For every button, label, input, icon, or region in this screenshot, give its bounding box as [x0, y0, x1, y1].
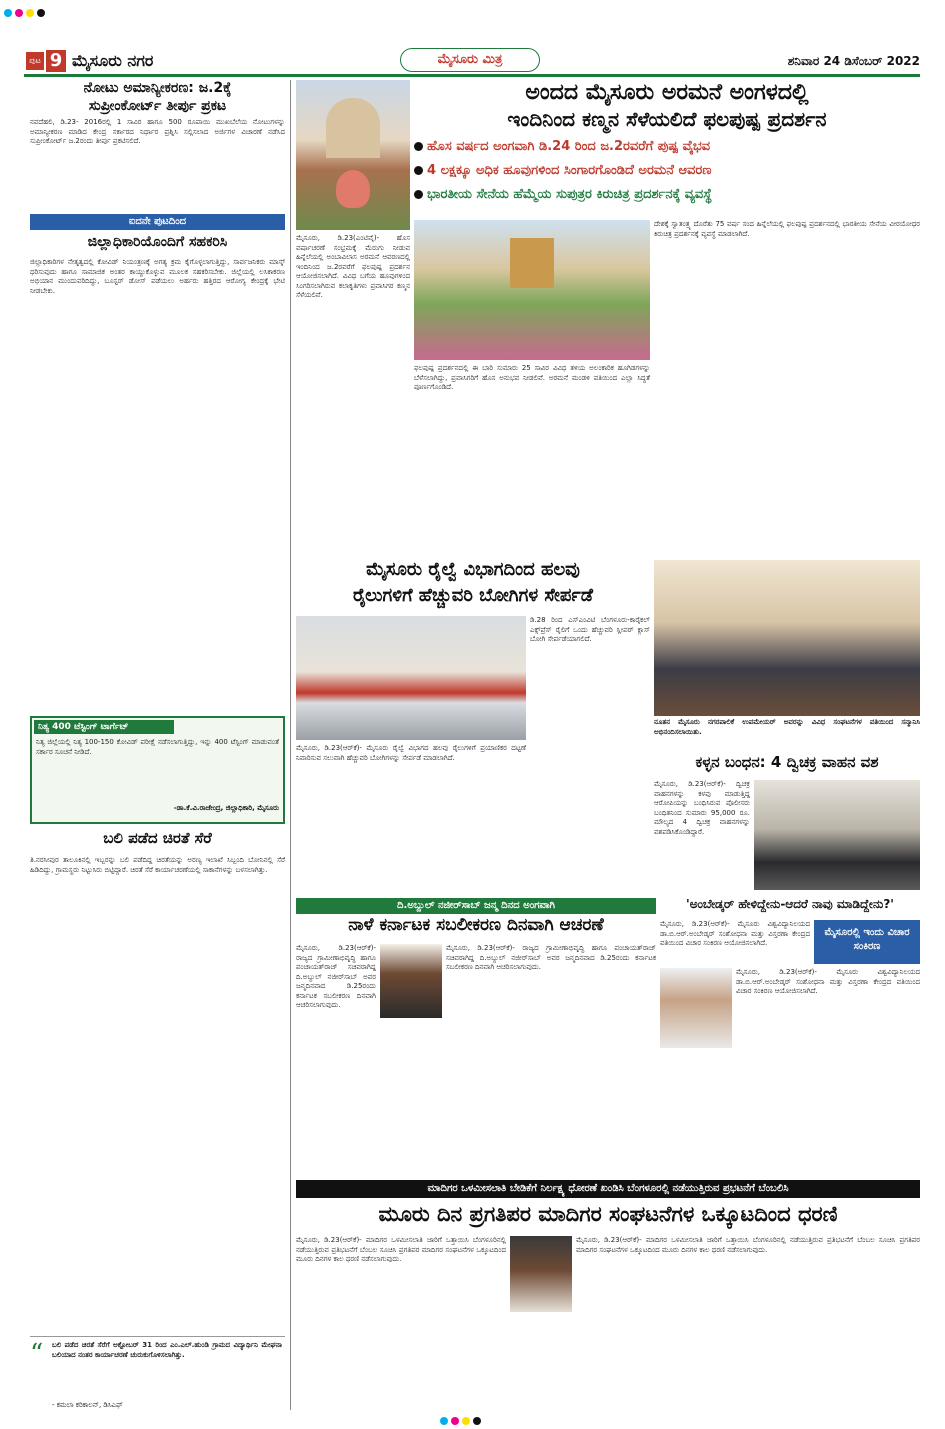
issue-date: ಶನಿವಾರ 24 ಡಿಸೆಂಬರ್ 2022: [787, 54, 920, 68]
testing-box-title: ನಿತ್ಯ 400 ಟೆಸ್ಟಿಂಗ್ ಟಾರ್ಗೆಟ್: [34, 720, 174, 734]
paper-name-logo: ಮೈಸೂರು ಮಿತ್ರ: [400, 48, 540, 72]
lead-text-c: ದೇಶಕ್ಕೆ ಸ್ವಾತಂತ್ರ್ಯ ದೊರೆತು 75 ವರ್ಷ ಸಂದ ಹಿನ್ನೆಲೆಯಲ್ಲಿ ಫಲಪುಷ್ಪ ಪ್ರದರ್ಶನದಲ್ಲಿ ಭಾರತೀಯ ಸೇನೆಯ ವೀರಯೋಧರ ಕಿರುಚಿತ್ರ ಪ್ರದರ್ಶನಕ್ಕೆ ವ್ಯವಸ್ಥೆ ಮಾಡಲಾಗಿದೆ.: [654, 220, 920, 238]
ambedkar-text-b: ಮೈಸೂರು, ಡಿ.23(ಆರ್‌ಕೆ)- ಮೈಸೂರು ವಿಶ್ವವಿದ್ಯಾನಿಲಯದ ಡಾ.ಬಿ.ಆರ್.ಅಂಬೇಡ್ಕರ್ ಸಂಶೋಧನಾ ಮತ್ತು ವಿಸ್ತರಣಾ ಕೇಂದ್ರದ ವತಿಯಿಂದ ವಿಚಾರ ಸಂಕಿರಣ ಆಯೋಜಿಸಲಾಗಿದೆ.: [736, 968, 920, 995]
section-title: ಮೈಸೂರು ನಗರ: [72, 51, 154, 70]
theft-text-a: ಮೈಸೂರು, ಡಿ.23(ಆರ್‌ಕೆ)- ದ್ವಿಚಕ್ರ ವಾಹನಗಳನ್ನು ಕಳವು ಮಾಡುತ್ತಿದ್ದ ಆರೋಪಿಯನ್ನು ಬಂಧಿಸಿರುವ ಪೊಲೀಸರು ಬಂಧಿತನಿಂದ ಸುಮಾರು 95,000 ರೂ. ಮೌಲ್ಯದ 4 ದ್ವಿಚಕ್ರ ವಾಹನಗಳನ್ನು ವಶಪಡಿಸಿಕೊಂಡಿದ್ದಾರೆ.: [654, 780, 750, 836]
page-label: ಪುಟ: [26, 52, 44, 70]
madiga-text-a: ಮೈಸೂರು, ಡಿ.23(ಆರ್‌ಕೆ)- ಮಾದಿಗರ ಒಳಮೀಸಲಾತಿ ಜಾರಿಗೆ ಒತ್ತಾಯಿಸಿ ಬೆಂಗಳೂರಿನಲ್ಲಿ ನಡೆಯುತ್ತಿರುವ ಪ್ರತಿಭಟನೆಗೆ ಬೆಂಬಲ ಸೂಚಿಸಿ ಪ್ರಗತಿಪರ ಮಾದಿಗರ ಸಂಘಟನೆಗಳ ಒಕ್ಕೂಟದಿಂದ ಮೂರು ದಿನಗಳ ಕಾಲ ಧರಣಿ ನಡೆಸಲಾಗುವುದು.: [296, 1236, 506, 1263]
lead-text-b: ಫಲಪುಷ್ಪ ಪ್ರದರ್ಶನದಲ್ಲಿ ಈ ಬಾರಿ ಸುಮಾರು 25 ಸಾವಿರ ವಿವಿಧ ತಳಿಯ ಅಲಂಕಾರಿಕ ಹೂಗಿಡಗಳನ್ನು ಬೆಳೆಸಲಾಗಿದ್ದು, ಪ್ರವಾಸಿಗರಿಗೆ ಹೊಸ ಅನುಭವ ನೀಡಲಿವೆ. ಅರಮನೆ ಮಂಡಳಿ ವತಿಯಿಂದ ಎಲ್ಲಾ ಸಿದ್ಧತೆ ಪೂರ್ಣಗೊಂಡಿದೆ.: [414, 364, 650, 391]
railway-headline-1: ಮೈಸೂರು ರೈಲ್ವೆ ವಿಭಾಗದಿಂದ ಹಲವು: [366, 560, 580, 580]
empowerment-headline: ನಾಳೆ ಕರ್ನಾಟಕ ಸಬಲೀಕರಣ ದಿನವಾಗಿ ಆಚರಣೆ: [348, 916, 604, 935]
railway-headline-2: ರೈಲುಗಳಿಗೆ ಹೆಚ್ಚುವರಿ ಬೋಗಿಗಳ ಸೇರ್ಪಡೆ: [353, 586, 593, 606]
testing-box-signature: -ಡಾ.ಕೆ.ವಿ.ರಾಜೇಂದ್ರ, ಜಿಲ್ಲಾಧಿಕಾರಿ, ಮೈಸೂರು: [173, 804, 279, 812]
lead-text-a: ಮೈಸೂರು, ಡಿ.23(ಎಂಟಿವೈ)- ಹೊಸ ವರ್ಷಾಚರಣೆ ಸಂಭ್ರಮಕ್ಕೆ ಮೆರುಗು ನೀಡುವ ಹಿನ್ನೆಲೆಯಲ್ಲಿ ಅಂಬಾವಿಲಾಸ ಅರಮನೆ ಆವರಣದಲ್ಲಿ ಇಂದಿನಿಂದ ಜ.2ರವರೆಗೆ ಫಲಪುಷ್ಪ ಪ್ರದರ್ಶನ ಆಯೋಜಿಸಲಾಗಿದೆ. ವಿವಿಧ ಬಗೆಯ ಹೂವುಗಳಿಂದ ಸಿಂಗರಿಸಲಾಗಿರುವ ಕಲಾಕೃತಿಗಳು ಪ್ರವಾಸಿಗರ ಕಣ್ಮನ ಸೆಳೆಯಲಿವೆ.: [296, 234, 410, 299]
quote-author: - ಕಮಲಾ ಕರಿಕಾಲನ್, ಡಿಸಿಎಫ್: [52, 1401, 123, 1409]
train-coach-photo: [296, 616, 526, 740]
lead-headline-1: ಅಂದದ ಮೈಸೂರು ಅರಮನೆ ಅಂಗಳದಲ್ಲಿ: [525, 80, 809, 105]
felicitation-caption: ನೂತನ ಮೈಸೂರು ನಗರಪಾಲಿಕೆ ಉಪಮೇಯರ್ ಅವರನ್ನು ವಿವಿಧ ಸಂಘಟನೆಗಳ ವತಿಯಿಂದ ಸನ್ಮಾನಿಸಿ ಅಭಿನಂದಿಸಲಾಯಿತು.: [654, 718, 920, 736]
demonetisation-headline-2: ಸುಪ್ರೀಂಕೋರ್ಟ್ ತೀರ್ಪು ಪ್ರಕಟ: [88, 98, 227, 114]
demonetisation-text: ನವದೆಹಲಿ, ಡಿ.23- 2016ರಲ್ಲಿ 1 ಸಾವಿರ ಹಾಗೂ 500 ರೂಪಾಯಿ ಮುಖಬೆಲೆಯ ನೋಟುಗಳನ್ನು ಅಮಾನ್ಯೀಕರಣ ಮಾಡಿದ ಕೇಂದ್ರ ಸರ್ಕಾರದ ನಿರ್ಧಾರ ಪ್ರಶ್ನಿಸಿ ಸಲ್ಲಿಸಲಾದ ಅರ್ಜಿಗಳ ವಿಚಾರಣೆ ನಡೆಸಿದ ಸುಪ್ರೀಂಕೋರ್ಟ್ ಜ.2ರಂದು ತೀರ್ಪು ಪ್ರಕಟಿಸಲಿದೆ.: [30, 118, 285, 145]
madiga-tag: ಮಾದಿಗರ ಒಳಮೀಸಲಾತಿ ಬೇಡಿಕೆಗೆ ನಿರ್ಲಕ್ಷ್ಯ ಧೋರಣೆ ಖಂಡಿಸಿ ಬೆಂಗಳೂರಲ್ಲಿ ನಡೆಯುತ್ತಿರುವ ಪ್ರಭಟನೆಗೆ ಬೆಂಬಲಿಸಿ: [296, 1180, 920, 1198]
palace-dome-shape: [326, 98, 380, 158]
palace-flower-photo: [296, 80, 410, 230]
temple-tower-shape: [510, 238, 554, 288]
lead-bullet-3: ಭಾರತೀಯ ಸೇನೆಯ ಹೆಮ್ಮೆಯ ಸುಪುತ್ರರ ಕಿರುಚಿತ್ರ ಪ್ರದರ್ಶನಕ್ಕೆ ವ್ಯವಸ್ಥೆ: [414, 188, 920, 210]
leopard-headline: ಬಲಿ ಪಡೆದ ಚಿರತೆ ಸೆರೆ: [103, 830, 212, 847]
lead-bullets: [414, 140, 920, 216]
leopard-text: ತಿ.ನರಸೀಪುರ ತಾಲೂಕಿನಲ್ಲಿ ಇಬ್ಬರನ್ನು ಬಲಿ ಪಡೆದಿದ್ದ ಚಿರತೆಯನ್ನು ಅರಣ್ಯ ಇಲಾಖೆ ಸಿಬ್ಬಂದಿ ಬೋನಿನಲ್ಲಿ ಸೆರೆ ಹಿಡಿದಿದ್ದು, ಗ್ರಾಮಸ್ಥರು ನಿಟ್ಟುಸಿರು ಬಿಟ್ಟಿದ್ದಾರೆ. ಚಿರತೆ ಸೆರೆ ಕಾರ್ಯಾಚರಣೆಯಲ್ಲಿ ಸಾಕಾನೆಗಳನ್ನು ಬಳಸಲಾಗಿತ್ತು.: [30, 856, 285, 874]
madiga-speaker-photo: [510, 1236, 572, 1312]
theft-headline: ಕಳ್ಳನ ಬಂಧನ: 4 ದ್ವಿಚಕ್ರ ವಾಹನ ವಶ: [695, 754, 879, 771]
flower-arrangement-shape: [336, 170, 370, 208]
motorcycles-photo: [754, 780, 920, 890]
column-divider: [290, 80, 291, 1410]
page-number: 9: [46, 50, 66, 72]
fifth-page-text: ಜಿಲ್ಲಾಧಿಕಾರಿಗಳ ನೇತೃತ್ವದಲ್ಲಿ ಕೋವಿಡ್ ನಿಯಂತ್ರಣಕ್ಕೆ ಅಗತ್ಯ ಕ್ರಮ ಕೈಗೊಳ್ಳಲಾಗುತ್ತಿದ್ದು, ಸಾರ್ವಜನಿಕರು ಮಾಸ್ಕ್ ಧರಿಸುವುದು ಹಾಗೂ ಸಾಮಾಜಿಕ ಅಂತರ ಕಾಯ್ದುಕೊಳ್ಳುವ ಮೂಲಕ ಸಹಕರಿಸಬೇಕು. ಜಿಲ್ಲೆಯಲ್ಲಿ ಲಸಿಕಾಕರಣ ಅಭಿಯಾನ ಮುಂದುವರಿದಿದ್ದು, ಬೂಸ್ಟರ್ ಡೋಸ್ ಪಡೆಯಲು ಅರ್ಹರು ಹತ್ತಿರದ ಆರೋಗ್ಯ ಕೇಂದ್ರಕ್ಕೆ ಭೇಟಿ ನೀಡಬೇಕು.: [30, 258, 285, 295]
empowerment-tag: ದಿ.ಅಬ್ದುಲ್ ನಜೀರ್‌ಸಾಬ್ ಜನ್ಮ ದಿನದ ಅಂಗವಾಗಿ: [296, 898, 656, 914]
ambedkar-speaker-photo: [660, 968, 732, 1048]
quote-box: [30, 1336, 285, 1416]
speaker-photo: [380, 944, 442, 1018]
demonetisation-headline-1: ನೋಟು ಅಮಾನ್ಯೀಕರಣ: ಜ.2ಕ್ಕೆ: [83, 80, 232, 96]
fifth-page-headline: ಜಿಲ್ಲಾಧಿಕಾರಿಯೊಂದಿಗೆ ಸಹಕರಿಸಿ: [87, 234, 228, 250]
testing-box-text: ನಿತ್ಯ ಜಿಲ್ಲೆಯಲ್ಲಿ ನಿತ್ಯ 100-150 ಕೋವಿಡ್ ಪರೀಕ್ಷೆ ನಡೆಸಲಾಗುತ್ತಿದ್ದು, ಇನ್ನು 400 ಟೆಸ್ಟಿಂಗ್ ಮಾಡುವಂತೆ ಸರ್ಕಾರ ಸೂಚನೆ ನೀಡಿದೆ.: [36, 738, 279, 756]
print-registration-dots-bottom: [440, 1410, 484, 1429]
felicitation-photo: [654, 560, 920, 716]
ambedkar-headline: 'ಅಂಬೇಡ್ಕರ್ ಹೇಳಿದ್ದೇನು-ಆದರೆ ನಾವು ಮಾಡಿದ್ದೇನು?': [686, 898, 894, 911]
madiga-headline: ಮೂರು ದಿನ ಪ್ರಗತಿಪರ ಮಾದಿಗರ ಸಂಘಟನೆಗಳ ಒಕ್ಕೂಟದಿಂದ ಧರಣಿ: [378, 1202, 838, 1226]
empowerment-text-a: ಮೈಸೂರು, ಡಿ.23(ಆರ್‌ಕೆ)- ರಾಜ್ಯದ ಗ್ರಾಮೀಣಾಭಿವೃದ್ಧಿ ಹಾಗೂ ಪಂಚಾಯತ್‌ರಾಜ್ ಸಚಿವರಾಗಿದ್ದ ದಿ.ಅಬ್ದುಲ್ ನಜೀರ್‌ಸಾಬ್ ಅವರ ಜನ್ಮದಿನವಾದ ಡಿ.25ರಂದು ಕರ್ನಾಟಕ ಸಬಲೀಕರಣ ದಿನವಾಗಿ ಆಚರಿಸಲಾಗುವುದು.: [296, 944, 376, 1009]
madiga-text-b: ಮೈಸೂರು, ಡಿ.23(ಆರ್‌ಕೆ)- ಮಾದಿಗರ ಒಳಮೀಸಲಾತಿ ಜಾರಿಗೆ ಒತ್ತಾಯಿಸಿ ಬೆಂಗಳೂರಿನಲ್ಲಿ ನಡೆಯುತ್ತಿರುವ ಪ್ರತಿಭಟನೆಗೆ ಬೆಂಬಲ ಸೂಚಿಸಿ ಪ್ರಗತಿಪರ ಮಾದಿಗರ ಸಂಘಟನೆಗಳ ಒಕ್ಕೂಟದಿಂದ ಮೂರು ದಿನಗಳ ಕಾಲ ಧರಣಿ ನಡೆಸಲಾಗುವುದು.: [576, 1236, 920, 1254]
quote-text: ಬಲಿ ಪಡೆದ ಚಿರತೆ ಸೆರೆಗೆ ಅಕ್ಟೋಬರ್ 31 ರಿಂದ ಎಂ.ಎಲ್.ಹುಂಡಿ ಗ್ರಾಮದ ವಿದ್ಯಾರ್ಥಿನಿ ಮೇಘನಾ ಬಲಿಯಾದ ನಂತರ ಕಾರ್ಯಾಚರಣೆ ಚುರುಕುಗೊಳಿಸಲಾಗಿತ್ತು.: [52, 1341, 282, 1359]
masthead-rule: [24, 74, 920, 77]
garden-workers-photo: [414, 220, 650, 360]
lead-bullet-1: ಹೊಸ ವರ್ಷದ ಅಂಗವಾಗಿ ಡಿ.24 ರಿಂದ ಜ.2ರವರೆಗೆ ಪುಷ್ಪ ವೈಭವ: [414, 140, 920, 162]
fifth-page-tag: ಐದನೇ ಪುಟದಿಂದ: [30, 214, 285, 230]
quote-icon: “: [30, 1339, 44, 1369]
empowerment-text-b: ಮೈಸೂರು, ಡಿ.23(ಆರ್‌ಕೆ)- ರಾಜ್ಯದ ಗ್ರಾಮೀಣಾಭಿವೃದ್ಧಿ ಹಾಗೂ ಪಂಚಾಯತ್‌ರಾಜ್ ಸಚಿವರಾಗಿದ್ದ ದಿ.ಅಬ್ದುಲ್ ನಜೀರ್‌ಸಾಬ್ ಅವರ ಜನ್ಮದಿನವಾದ ಡಿ.25ರಂದು ಕರ್ನಾಟಕ ಸಬಲೀಕರಣ ದಿನವಾಗಿ ಆಚರಿಸಲಾಗುವುದು.: [446, 944, 656, 971]
lead-headline-2: ಇಂದಿನಿಂದ ಕಣ್ಮನ ಸೆಳೆಯಲಿದೆ ಫಲಪುಷ್ಪ ಪ್ರದರ್ಶನ: [507, 108, 827, 131]
railway-text-b: ಡಿ.28 ರಿಂದ ಎಸ್‌ಎಂವಿಟಿ ಬೆಂಗಳೂರು-ಕಾರೈಕಲ್ ಎಕ್ಸ್‌ಪ್ರೆಸ್ ರೈಲಿಗೆ ಒಂದು ಹೆಚ್ಚುವರಿ ಸ್ಲೀಪರ್ ಕ್ಲಾಸ್ ಬೋಗಿ ಸೇರ್ಪಡೆಯಾಗಲಿದೆ.: [530, 616, 650, 643]
ambedkar-text-a: ಮೈಸೂರು, ಡಿ.23(ಆರ್‌ಕೆ)- ಮೈಸೂರು ವಿಶ್ವವಿದ್ಯಾನಿಲಯದ ಡಾ.ಬಿ.ಆರ್.ಅಂಬೇಡ್ಕರ್ ಸಂಶೋಧನಾ ಮತ್ತು ವಿಸ್ತರಣಾ ಕೇಂದ್ರದ ವತಿಯಿಂದ ವಿಚಾರ ಸಂಕಿರಣ ಆಯೋಜಿಸಲಾಗಿದೆ.: [660, 920, 810, 947]
lead-bullet-2: 4 ಲಕ್ಷಕ್ಕೂ ಅಧಿಕ ಹೂವುಗಳಿಂದ ಸಿಂಗಾರಗೊಂಡಿದೆ ಅರಮನೆ ಆವರಣ: [414, 164, 920, 186]
print-registration-dots: [4, 2, 48, 21]
railway-text-a: ಮೈಸೂರು, ಡಿ.23(ಆರ್‌ಕೆ)- ಮೈಸೂರು ರೈಲ್ವೆ ವಿಭಾಗದ ಹಲವು ರೈಲುಗಳಿಗೆ ಪ್ರಯಾಣಿಕರ ದಟ್ಟಣೆ ನಿವಾರಿಸುವ ಸಲುವಾಗಿ ಹೆಚ್ಚುವರಿ ಬೋಗಿಗಳನ್ನು ಸೇರ್ಪಡೆ ಮಾಡಲಾಗಿದೆ.: [296, 744, 526, 762]
seminar-tag-box: ಮೈಸೂರಲ್ಲಿ ಇಂದು ವಿಚಾರ ಸಂಕಿರಣ: [814, 920, 920, 964]
testing-box: [30, 716, 285, 824]
